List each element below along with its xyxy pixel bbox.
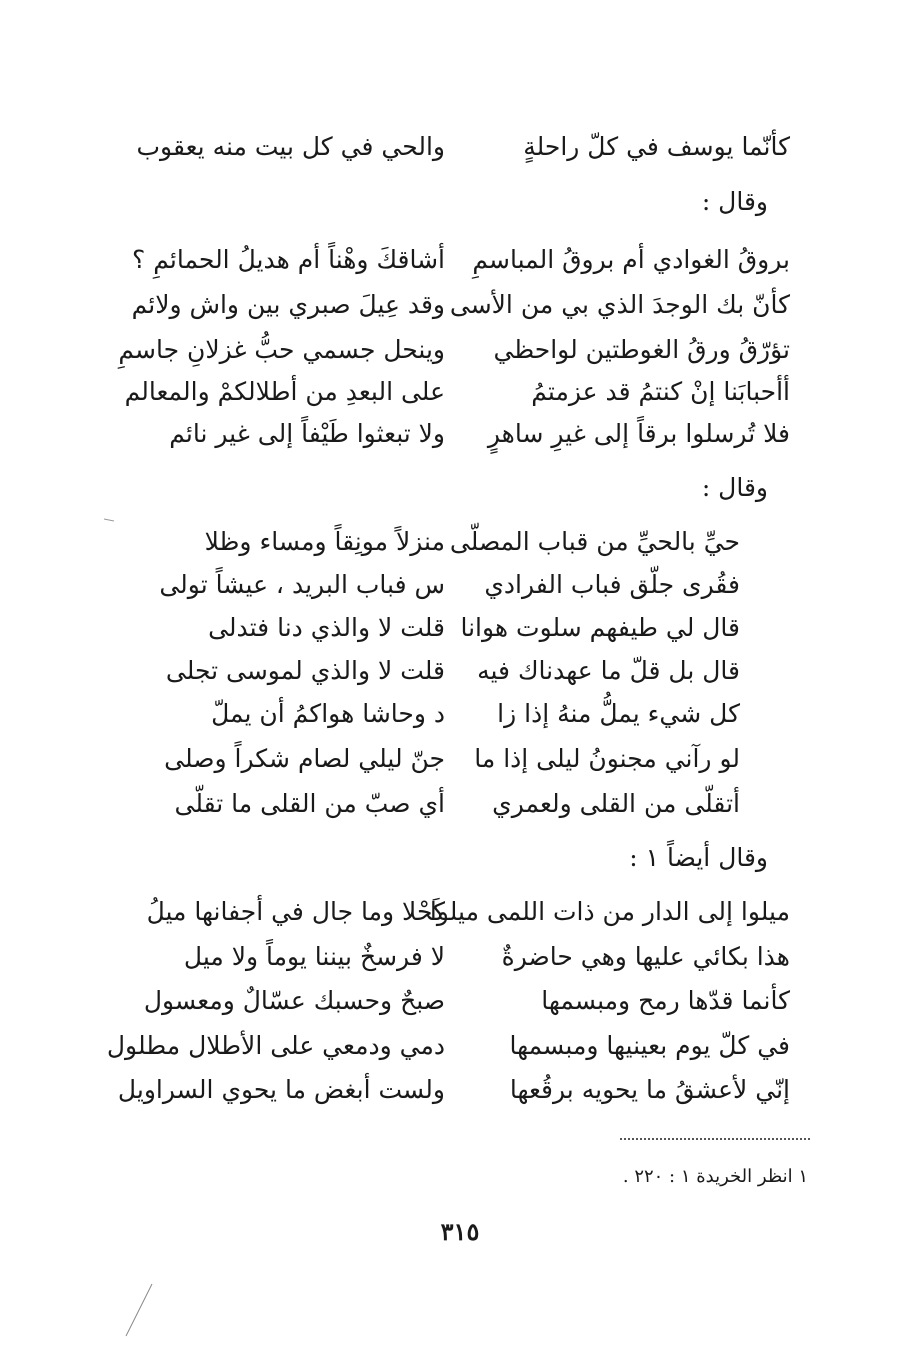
hemistich-first: في كلّ يوم بعينيها ومبسمها xyxy=(509,1031,790,1060)
verse xyxy=(130,606,790,650)
hemistich-second: لا فرسخٌ بيننا يوماً ولا ميل xyxy=(183,942,445,971)
verse xyxy=(130,283,790,327)
hemistich-first: كأنّ بك الوجدَ الذي بي من الأسى xyxy=(449,290,790,319)
poem-intro: وقال : xyxy=(701,473,768,502)
hemistich-first: قال بل قلّ ما عهدناك فيه xyxy=(477,656,740,685)
verse xyxy=(130,412,790,456)
hemistich-second: وقد عِيلَ صبري بين واش ولائم xyxy=(131,290,445,319)
hemistich-first: أأحبابَنا إنْ كنتمُ قد عزمتمُ xyxy=(531,377,790,406)
verse xyxy=(118,328,790,372)
verse xyxy=(130,979,790,1023)
poem-intro: وقال أيضاً ١ : xyxy=(629,843,768,872)
hemistich-first: كأنما قدّها رمح ومبسمها xyxy=(541,986,790,1015)
hemistich-first: كل شيء يملُّ منهُ إذا زا xyxy=(497,699,740,728)
hemistich-second: س فباب البريد ، عيشاً تولى xyxy=(159,570,445,599)
page-number: ٣١٥ xyxy=(440,1217,480,1246)
hemistich-second: صبحٌ وحسبك عسّالٌ ومعسول xyxy=(143,986,445,1015)
hemistich-second: دمي ودمعي على الأطلال مطلول xyxy=(106,1031,445,1060)
hemistich-first: فقُرى جلّق فباب الفرادي xyxy=(484,570,740,599)
hemistich-first: بروقُ الغوادي أم بروقُ المباسمِ xyxy=(472,245,790,274)
verse xyxy=(130,125,790,169)
poem-intro: وقال : xyxy=(701,187,768,216)
hemistich-first: لو رآني مجنونُ ليلى إذا ما xyxy=(474,744,740,773)
verse xyxy=(130,563,790,607)
verse xyxy=(130,692,790,736)
hemistich-second: جنّ ليلي لصام شكراً وصلى xyxy=(164,744,445,773)
hemistich-first: ميلوا إلى الدار من ذات اللمى ميلوا xyxy=(429,897,790,926)
scan-speck-icon xyxy=(102,515,118,525)
verse xyxy=(106,1024,790,1068)
footnote: ١ انظر الخريدة ١ : ٢٢٠ . xyxy=(622,1166,808,1187)
hemistich-second: منزلاً مونِقاً ومساء وظلا xyxy=(204,527,445,556)
verse xyxy=(130,649,790,693)
verse xyxy=(130,737,790,781)
verse xyxy=(130,238,790,282)
verse xyxy=(130,782,790,826)
hemistich-second: وينحل جسمي حبُّ غزلانِ جاسمِ xyxy=(118,335,445,364)
hemistich-first: إنّي لأعشقُ ما يحويه برقُعها xyxy=(509,1075,790,1104)
verse xyxy=(124,370,790,414)
verse xyxy=(130,935,790,979)
hemistich-first: فلا تُرسلوا برقاً إلى غيرِ ساهرٍ xyxy=(487,419,790,448)
hemistich-second: قلت لا والذي دنا فتدلى xyxy=(208,613,445,642)
verse xyxy=(130,520,790,564)
hemistich-first: كأنّما يوسف في كلّ راحلةٍ xyxy=(523,132,790,161)
hemistich-second: ولست أبغض ما يحوي السراويل xyxy=(117,1075,445,1104)
scan-mark-icon xyxy=(120,1280,160,1340)
hemistich-second: والحي في كل بيت منه يعقوب xyxy=(136,132,445,161)
hemistich-second: كَحْلا وما جال في أجفانها ميلُ xyxy=(146,897,445,926)
hemistich-first: حيِّ بالحيِّ من قباب المصلّى xyxy=(449,527,740,556)
hemistich-second: ولا تبعثوا طَيْفاً إلى غير نائم xyxy=(169,419,445,448)
hemistich-first: هذا بكائي عليها وهي حاضرةٌ xyxy=(501,942,790,971)
hemistich-second: قلت لا والذي لموسى تجلى xyxy=(165,656,445,685)
verse xyxy=(130,890,790,934)
hemistich-second: أشاقكَ وهْناً أم هديلُ الحمائمِ ؟ xyxy=(132,245,445,274)
hemistich-second: د وحاشا هواكمُ أن يملّ xyxy=(211,699,445,728)
footnote-separator xyxy=(620,1138,810,1140)
hemistich-second: على البعدِ من أطلالكمْ والمعالم xyxy=(124,377,445,406)
hemistich-second: أي صبّ من القلى ما تقلّى xyxy=(174,789,445,818)
hemistich-first: أتقلّى من القلى ولعمري xyxy=(492,789,740,818)
hemistich-first: قال لي طيفهم سلوت هوانا xyxy=(460,613,740,642)
verse xyxy=(117,1068,790,1112)
hemistich-first: تؤرّقُ ورقُ الغوطتين لواحظي xyxy=(493,335,790,364)
